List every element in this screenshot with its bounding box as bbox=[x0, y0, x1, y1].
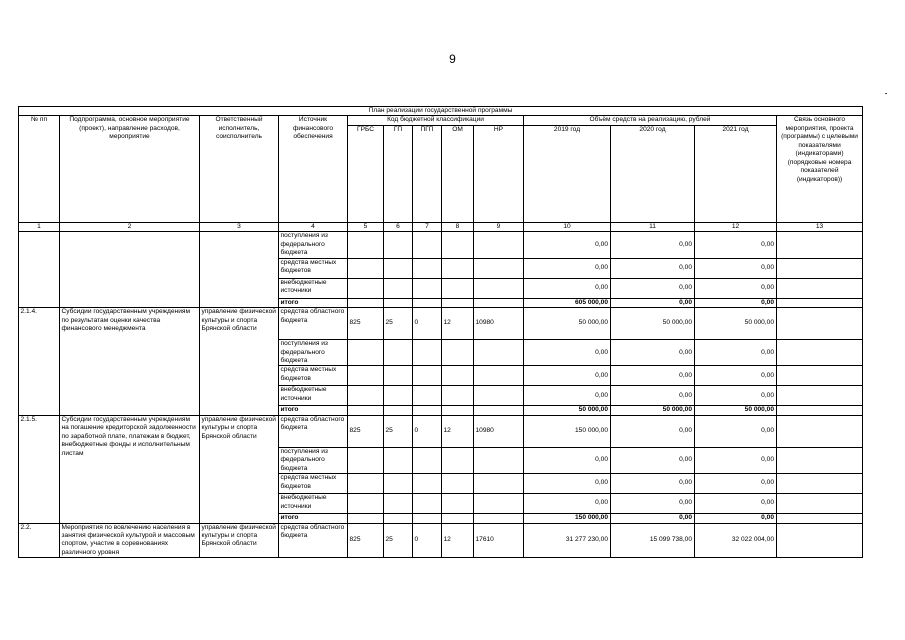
code-np: 17610 bbox=[474, 523, 524, 558]
code-pgp: 0 bbox=[413, 308, 442, 340]
code-pgp bbox=[413, 258, 442, 278]
amount-2020: 0,00 bbox=[611, 447, 695, 473]
code-om: 12 bbox=[442, 415, 474, 447]
code-np bbox=[474, 514, 524, 523]
amount-2019: 0,00 bbox=[524, 258, 611, 278]
code-grbs bbox=[348, 278, 384, 298]
column-number: 2 bbox=[60, 222, 200, 231]
funding-source: внебюджетные источники bbox=[279, 494, 348, 514]
amount-2019: 0,00 bbox=[524, 278, 611, 298]
header-source: Источник финансового обеспечения bbox=[279, 116, 348, 222]
header-gp: ГП bbox=[384, 125, 413, 222]
amount-2019: 0,00 bbox=[524, 366, 611, 386]
funding-source: средства областного бюджета bbox=[279, 308, 348, 340]
header-link: Связь основного мероприятия, проекта (программы) с целевыми показателями (индикаторами) (порядковые номера показателей (индикаторов)) bbox=[777, 116, 863, 222]
code-om bbox=[442, 278, 474, 298]
header-np: НР bbox=[474, 125, 524, 222]
header-2021: 2021 год bbox=[695, 125, 777, 222]
amount-2020: 0,00 bbox=[611, 258, 695, 278]
code-gp bbox=[384, 278, 413, 298]
funding-source: средства местных бюджетов bbox=[279, 258, 348, 278]
amount-2021: 50 000,00 bbox=[695, 406, 777, 415]
header-num: № пп bbox=[19, 116, 60, 222]
code-grbs bbox=[348, 366, 384, 386]
amount-2020: 0,00 bbox=[611, 366, 695, 386]
column-number-row bbox=[19, 222, 863, 231]
header-om: ОМ bbox=[442, 125, 474, 222]
header-responsible: Ответственный исполнитель, соисполнитель bbox=[200, 116, 279, 222]
code-np bbox=[474, 278, 524, 298]
code-pgp bbox=[413, 232, 442, 258]
page-number: 9 bbox=[449, 52, 456, 66]
header-2020: 2020 год bbox=[611, 125, 695, 222]
column-number: 5 bbox=[348, 222, 384, 231]
table-body bbox=[19, 107, 863, 558]
column-number: 7 bbox=[413, 222, 442, 231]
code-np bbox=[474, 298, 524, 307]
indicator-link bbox=[777, 366, 863, 386]
indicator-link bbox=[777, 514, 863, 523]
code-grbs bbox=[348, 340, 384, 366]
funding-source: поступления из федерального бюджета bbox=[279, 232, 348, 258]
amount-2021: 0,00 bbox=[695, 278, 777, 298]
code-om bbox=[442, 447, 474, 473]
code-np bbox=[474, 386, 524, 406]
indicator-link bbox=[777, 298, 863, 307]
funding-source: итого bbox=[279, 406, 348, 415]
code-om bbox=[442, 340, 474, 366]
code-pgp bbox=[413, 494, 442, 514]
code-np bbox=[474, 232, 524, 258]
code-grbs bbox=[348, 298, 384, 307]
amount-2019: 0,00 bbox=[524, 474, 611, 494]
table-title: План реализации государственной программы bbox=[19, 107, 863, 116]
code-grbs bbox=[348, 258, 384, 278]
activity-name: Субсидии государственным учреждениям по результатам оценки качества финансового менеджмента bbox=[60, 308, 200, 416]
code-grbs bbox=[348, 474, 384, 494]
column-number: 8 bbox=[442, 222, 474, 231]
code-np: 10980 bbox=[474, 415, 524, 447]
indicator-link bbox=[777, 386, 863, 406]
column-number: 1 bbox=[19, 222, 60, 231]
amount-2021: 0,00 bbox=[695, 232, 777, 258]
responsible-executor: управление физической культуры и спорта Брянской области bbox=[200, 415, 279, 523]
code-pgp bbox=[413, 447, 442, 473]
funding-source: поступления из федерального бюджета bbox=[279, 340, 348, 366]
row-number: 2.2. bbox=[19, 523, 60, 558]
code-gp: 25 bbox=[384, 523, 413, 558]
amount-2021: 0,00 bbox=[695, 340, 777, 366]
activity-name bbox=[60, 232, 200, 308]
code-np bbox=[474, 406, 524, 415]
amount-2021: 0,00 bbox=[695, 366, 777, 386]
amount-2019: 150 000,00 bbox=[524, 514, 611, 523]
row-number: 2.1.5. bbox=[19, 415, 60, 523]
funding-source: внебюджетные источники bbox=[279, 386, 348, 406]
code-pgp: 0 bbox=[413, 415, 442, 447]
amount-2020: 0,00 bbox=[611, 340, 695, 366]
funding-source: итого bbox=[279, 298, 348, 307]
amount-2021: 50 000,00 bbox=[695, 308, 777, 340]
header-grbs: ГРБС bbox=[348, 125, 384, 222]
code-gp bbox=[384, 340, 413, 366]
code-np bbox=[474, 340, 524, 366]
code-gp: 25 bbox=[384, 415, 413, 447]
header-row bbox=[19, 116, 863, 125]
code-om bbox=[442, 514, 474, 523]
header-volume: Объём средств на реализацию, рублей bbox=[524, 116, 777, 125]
activity-name: Мероприятия по вовлечению населения в занятия физической культурой и массовым спортом, участие в соревнованиях различного уровня bbox=[60, 523, 200, 558]
code-gp bbox=[384, 386, 413, 406]
code-np bbox=[474, 366, 524, 386]
code-grbs: 825 bbox=[348, 415, 384, 447]
code-gp bbox=[384, 232, 413, 258]
amount-2019: 605 000,00 bbox=[524, 298, 611, 307]
code-pgp bbox=[413, 474, 442, 494]
code-om: 12 bbox=[442, 308, 474, 340]
code-grbs bbox=[348, 494, 384, 514]
code-om bbox=[442, 258, 474, 278]
amount-2021: 0,00 bbox=[695, 514, 777, 523]
code-gp bbox=[384, 366, 413, 386]
column-number: 4 bbox=[279, 222, 348, 231]
code-pgp bbox=[413, 406, 442, 415]
amount-2021: 0,00 bbox=[695, 415, 777, 447]
indicator-link bbox=[777, 447, 863, 473]
code-om: 12 bbox=[442, 523, 474, 558]
code-gp: 25 bbox=[384, 308, 413, 340]
code-pgp bbox=[413, 514, 442, 523]
amount-2021: 0,00 bbox=[695, 494, 777, 514]
table-row bbox=[19, 308, 863, 340]
code-pgp bbox=[413, 366, 442, 386]
code-np bbox=[474, 474, 524, 494]
amount-2020: 15 099 738,00 bbox=[611, 523, 695, 558]
code-gp bbox=[384, 298, 413, 307]
code-grbs bbox=[348, 514, 384, 523]
amount-2020: 50 000,00 bbox=[611, 406, 695, 415]
row-number: 2.1.4. bbox=[19, 308, 60, 416]
amount-2019: 0,00 bbox=[524, 232, 611, 258]
amount-2021: 0,00 bbox=[695, 474, 777, 494]
row-number bbox=[19, 232, 60, 308]
amount-2020: 50 000,00 bbox=[611, 308, 695, 340]
code-pgp bbox=[413, 386, 442, 406]
header-budget-code: Код бюджетной классификации bbox=[348, 116, 524, 125]
code-om bbox=[442, 298, 474, 307]
indicator-link bbox=[777, 308, 863, 340]
code-gp bbox=[384, 258, 413, 278]
indicator-link bbox=[777, 232, 863, 258]
amount-2021: 0,00 bbox=[695, 447, 777, 473]
code-om bbox=[442, 494, 474, 514]
code-grbs: 825 bbox=[348, 308, 384, 340]
code-np bbox=[474, 494, 524, 514]
indicator-link bbox=[777, 523, 863, 558]
amount-2020: 0,00 bbox=[611, 278, 695, 298]
funding-source: внебюджетные источники bbox=[279, 278, 348, 298]
amount-2021: 0,00 bbox=[695, 258, 777, 278]
code-grbs bbox=[348, 447, 384, 473]
scan-speck bbox=[885, 93, 887, 94]
column-number: 12 bbox=[695, 222, 777, 231]
indicator-link bbox=[777, 258, 863, 278]
indicator-link bbox=[777, 340, 863, 366]
column-number: 3 bbox=[200, 222, 279, 231]
indicator-link bbox=[777, 278, 863, 298]
column-number: 13 bbox=[777, 222, 863, 231]
funding-source: средства местных бюджетов bbox=[279, 474, 348, 494]
amount-2019: 0,00 bbox=[524, 494, 611, 514]
column-number: 11 bbox=[611, 222, 695, 231]
amount-2019: 0,00 bbox=[524, 340, 611, 366]
funding-source: итого bbox=[279, 514, 348, 523]
code-grbs: 825 bbox=[348, 523, 384, 558]
indicator-link bbox=[777, 406, 863, 415]
activity-name: Субсидии государственным учреждениям на погашение кредиторской задолженности по заработной плате, платежам в бюджет, внебюджетные фонды и исполнительным листам bbox=[60, 415, 200, 523]
amount-2021: 0,00 bbox=[695, 298, 777, 307]
amount-2020: 0,00 bbox=[611, 415, 695, 447]
amount-2020: 0,00 bbox=[611, 474, 695, 494]
amount-2019: 0,00 bbox=[524, 447, 611, 473]
funding-source: средства областного бюджета bbox=[279, 415, 348, 447]
code-pgp: 0 bbox=[413, 523, 442, 558]
header-pgp: ПГП bbox=[413, 125, 442, 222]
amount-2019: 31 277 230,00 bbox=[524, 523, 611, 558]
indicator-link bbox=[777, 415, 863, 447]
amount-2020: 0,00 bbox=[611, 514, 695, 523]
code-np: 10980 bbox=[474, 308, 524, 340]
code-gp bbox=[384, 514, 413, 523]
amount-2019: 50 000,00 bbox=[524, 308, 611, 340]
amount-2020: 0,00 bbox=[611, 386, 695, 406]
amount-2020: 0,00 bbox=[611, 232, 695, 258]
header-subprogram: Подпрограмма, основное мероприятие (проект), направление расходов, мероприятие bbox=[60, 116, 200, 222]
program-plan-table bbox=[18, 106, 863, 558]
code-grbs bbox=[348, 232, 384, 258]
responsible-executor: управление физической культуры и спорта Брянской области bbox=[200, 308, 279, 416]
column-number: 6 bbox=[384, 222, 413, 231]
code-om bbox=[442, 366, 474, 386]
code-om bbox=[442, 232, 474, 258]
indicator-link bbox=[777, 474, 863, 494]
responsible-executor bbox=[200, 232, 279, 308]
code-gp bbox=[384, 474, 413, 494]
funding-source: средства местных бюджетов bbox=[279, 366, 348, 386]
column-number: 9 bbox=[474, 222, 524, 231]
amount-2021: 0,00 bbox=[695, 386, 777, 406]
code-om bbox=[442, 406, 474, 415]
indicator-link bbox=[777, 494, 863, 514]
amount-2020: 0,00 bbox=[611, 494, 695, 514]
code-pgp bbox=[413, 298, 442, 307]
table-title-row bbox=[19, 107, 863, 116]
funding-source: поступления из федерального бюджета bbox=[279, 447, 348, 473]
column-number: 10 bbox=[524, 222, 611, 231]
code-grbs bbox=[348, 386, 384, 406]
table-row bbox=[19, 232, 863, 258]
header-2019: 2019 год bbox=[524, 125, 611, 222]
code-om bbox=[442, 474, 474, 494]
responsible-executor: управление физической культуры и спорта Брянской области bbox=[200, 523, 279, 558]
code-np bbox=[474, 447, 524, 473]
code-grbs bbox=[348, 406, 384, 415]
code-pgp bbox=[413, 340, 442, 366]
amount-2020: 0,00 bbox=[611, 298, 695, 307]
code-np bbox=[474, 258, 524, 278]
amount-2019: 50 000,00 bbox=[524, 406, 611, 415]
code-gp bbox=[384, 406, 413, 415]
code-gp bbox=[384, 494, 413, 514]
amount-2019: 150 000,00 bbox=[524, 415, 611, 447]
table-row bbox=[19, 523, 863, 558]
code-gp bbox=[384, 447, 413, 473]
code-om bbox=[442, 386, 474, 406]
table-row bbox=[19, 415, 863, 447]
amount-2019: 0,00 bbox=[524, 386, 611, 406]
amount-2021: 32 022 004,00 bbox=[695, 523, 777, 558]
code-pgp bbox=[413, 278, 442, 298]
funding-source: средства областного бюджета bbox=[279, 523, 348, 558]
